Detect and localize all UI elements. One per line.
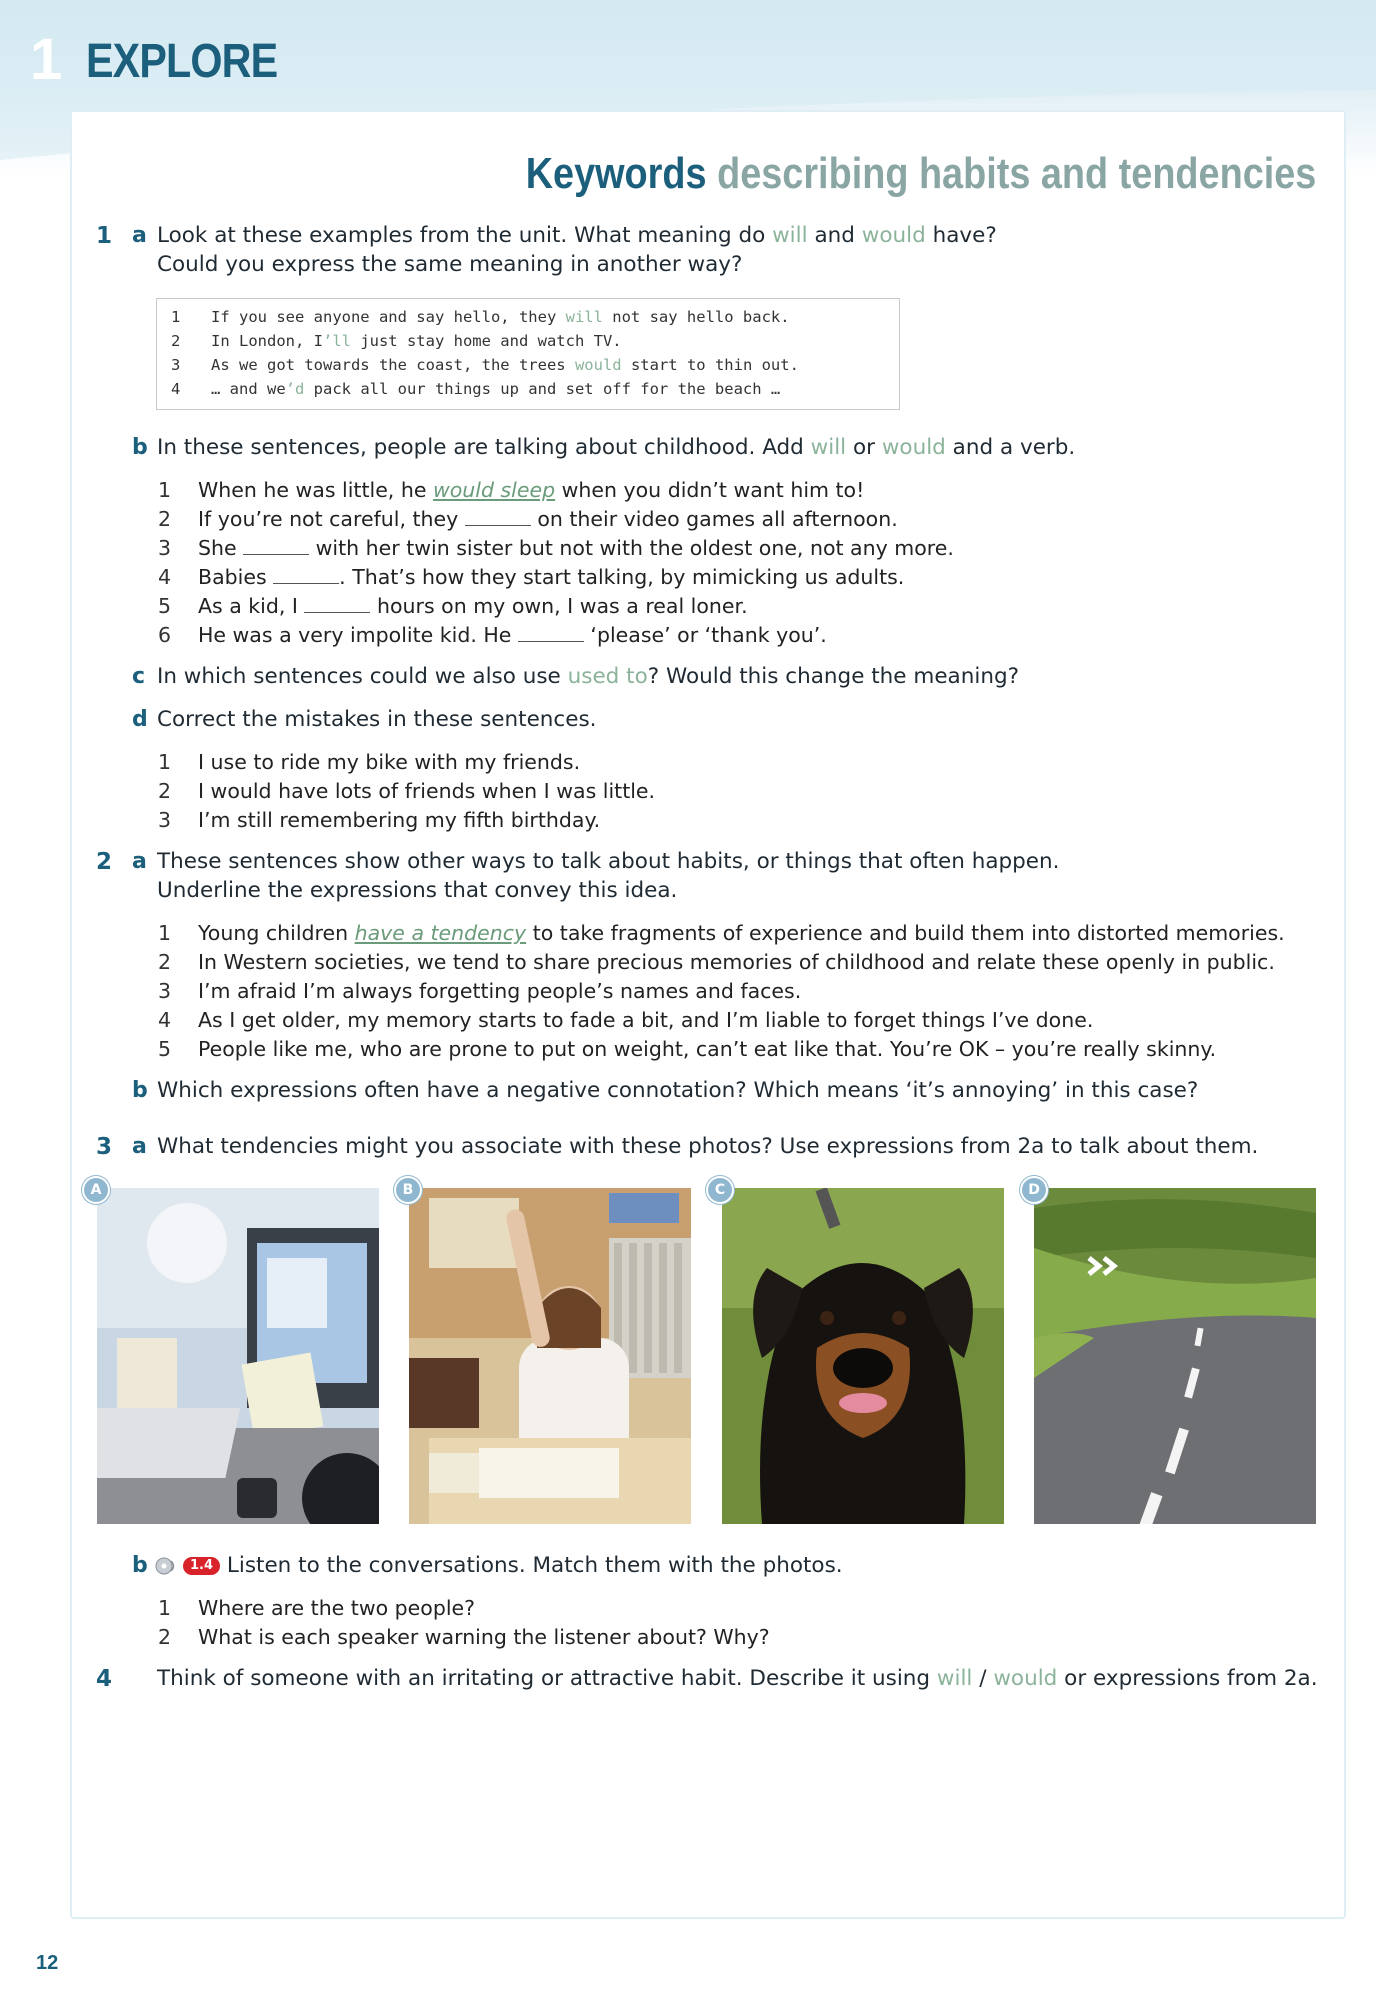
q2a-item: People like me, who are prone to put on weight, can’t eat like that. You’re OK – you’re really skinny. [198, 1037, 1217, 1061]
example-line: In London, I’ll just stay home and watch TV. [211, 332, 622, 350]
q3a-letter: a [132, 1134, 147, 1159]
unit-number: 1 [30, 27, 63, 92]
q2a-item: I’m afraid I’m always forgetting people’s names and faces. [198, 979, 802, 1003]
audio-track-badge[interactable]: 1.4 [183, 1557, 220, 1575]
q1b-item: He was a very impolite kid. He ‘please’ or ‘thank you’. [198, 623, 827, 647]
q1a-line1: Look at these examples from the unit. What meaning do will and would have? [157, 223, 997, 248]
example-line: If you see anyone and say hello, they will not say hello back. [211, 308, 790, 326]
photo-label-c: C [706, 1176, 734, 1204]
q1b-letter: b [132, 435, 148, 460]
answer-blank[interactable] [518, 623, 584, 642]
q1b-item: When he was little, he would sleep when you didn’t want him to! [198, 478, 865, 502]
q1c-instruction: In which sentences could we also use used to? Would this change the meaning? [157, 664, 1020, 689]
q1b-item: She with her twin sister but not with the oldest one, not any more. [198, 536, 954, 560]
photo-label-d: D [1020, 1176, 1048, 1204]
q1d-letter: d [132, 707, 148, 732]
section-title-topic: describing habits and tendencies [716, 149, 1316, 198]
section-title [525, 148, 1316, 200]
q1c-letter: c [132, 664, 146, 689]
q1d-item: I would have lots of friends when I was little. [198, 779, 656, 803]
photo-a-office [97, 1188, 379, 1524]
q3-number: 3 [96, 1134, 113, 1160]
q1b-item: If you’re not careful, they on their video games all afternoon. [198, 507, 898, 531]
audio-cd-icon[interactable] [155, 1557, 177, 1575]
q4-instruction: Think of someone with an irritating or attractive habit. Describe it using will / would or expressions from 2a. [157, 1666, 1318, 1691]
unit-title: EXPLORE [86, 35, 278, 88]
answer-blank[interactable] [465, 507, 531, 526]
answer-blank[interactable] [243, 536, 309, 555]
answer-blank[interactable] [304, 594, 370, 613]
q1b-item: As a kid, I hours on my own, I was a real loner. [198, 594, 748, 618]
q3a-instruction: What tendencies might you associate with these photos? Use expressions from 2a to talk about them. [157, 1134, 1259, 1159]
photo-label-a: A [82, 1176, 110, 1204]
q1-number: 1 [96, 223, 113, 249]
photo-b-classroom [409, 1188, 691, 1524]
q1d-item: I use to ride my bike with my friends. [198, 750, 581, 774]
q1b-item: Babies . That’s how they start talking, by mimicking us adults. [198, 565, 905, 589]
q2a-line1: These sentences show other ways to talk about habits, or things that often happen. [157, 849, 1060, 874]
q2b-instruction: Which expressions often have a negative connotation? Which means ‘it’s annoying’ in this case? [157, 1078, 1199, 1103]
q4-number: 4 [96, 1666, 113, 1692]
q2b-letter: b [132, 1078, 148, 1103]
q3b-letter: b [132, 1553, 148, 1578]
photo-label-b: B [394, 1176, 422, 1204]
q3b-instruction: 1.4 Listen to the conversations. Match them with the photos. [155, 1552, 843, 1580]
section-title-keyword: Keywords [525, 149, 707, 198]
answer-blank[interactable] [273, 565, 339, 584]
q1b-instruction: In these sentences, people are talking about childhood. Add will or would and a verb. [157, 435, 1076, 460]
q3b-item: What is each speaker warning the listener about? Why? [198, 1625, 770, 1649]
q2a-item: Young children have a tendency to take fragments of experience and build them into distorted memories. [198, 921, 1285, 945]
q1d-instruction: Correct the mistakes in these sentences. [157, 707, 597, 732]
q2a-item: In Western societies, we tend to share precious memories of childhood and relate these openly in public. [198, 950, 1275, 974]
answer-example: have a tendency [354, 921, 527, 945]
answer-example: would sleep [432, 478, 556, 502]
examples-box: 1 If you see anyone and say hello, they will not say hello back. 2 In London, I’ll just stay home and watch TV. 3 As we got towards the coast, the trees would start to thin out. 4 … and we’d pack all our things up and set off for the beach … [156, 298, 900, 410]
page-number: 12 [36, 1952, 59, 1974]
q1a-letter: a [132, 223, 147, 248]
q2-number: 2 [96, 849, 113, 875]
q2a-line2: Underline the expressions that convey this idea. [157, 878, 678, 903]
q3b-item: Where are the two people? [198, 1596, 476, 1620]
example-line: … and we’d pack all our things up and set off for the beach … [211, 380, 781, 398]
q2a-letter: a [132, 849, 147, 874]
photo-d-road [1034, 1188, 1316, 1524]
example-line: As we got towards the coast, the trees would start to thin out. [211, 356, 799, 374]
q2a-item: As I get older, my memory starts to fade a bit, and I’m liable to forget things I’ve done. [198, 1008, 1094, 1032]
q1a-line2: Could you express the same meaning in another way? [157, 252, 743, 277]
q1d-item: I’m still remembering my fifth birthday. [198, 808, 601, 832]
photo-c-rottweiler [722, 1188, 1004, 1524]
